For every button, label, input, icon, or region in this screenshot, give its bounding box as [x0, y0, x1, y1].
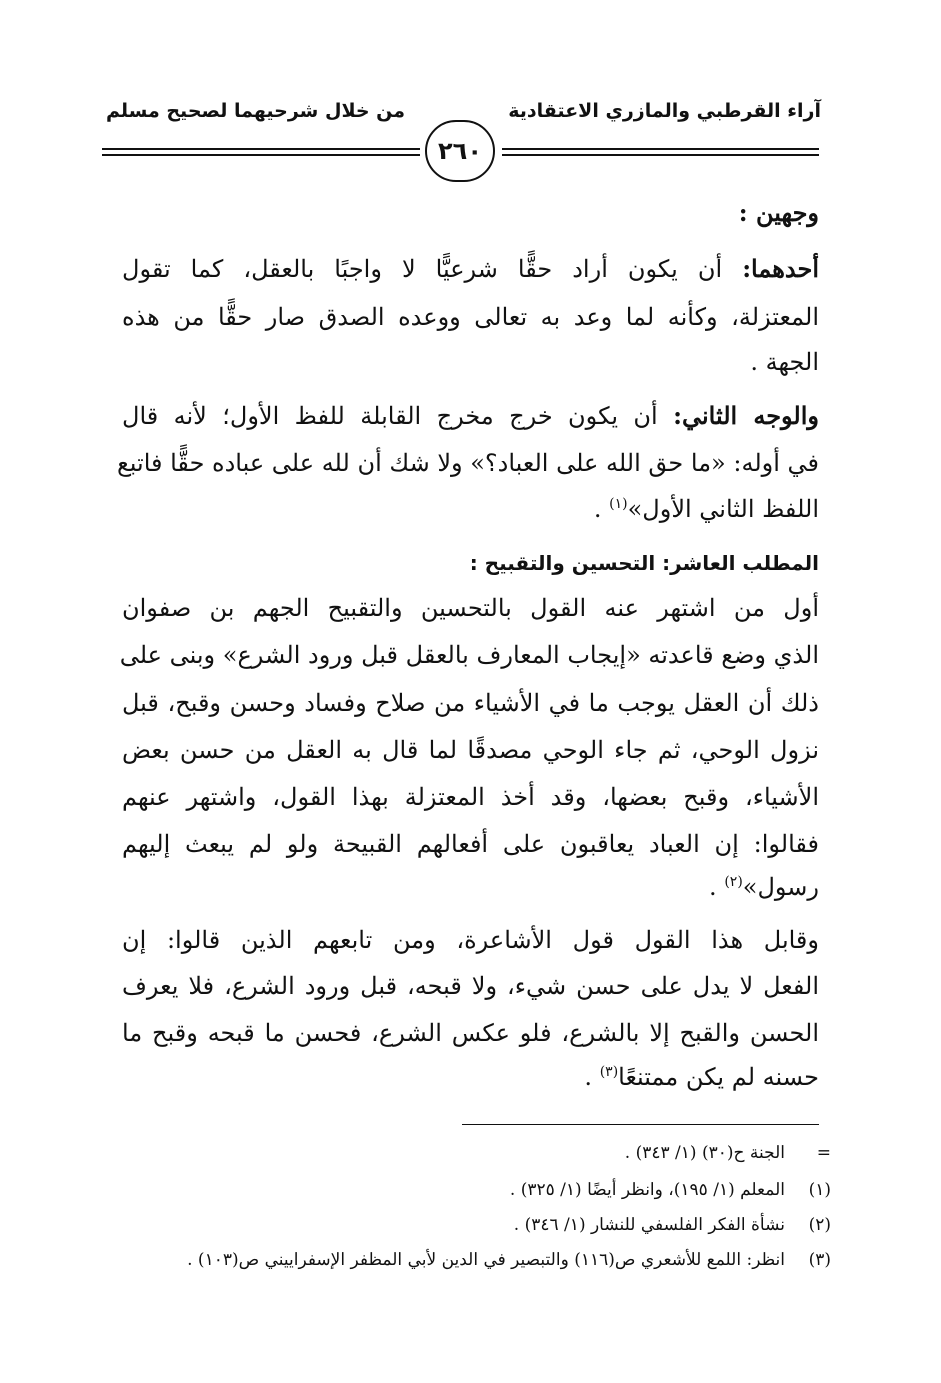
footnote-3 [187, 1250, 831, 1270]
p3-line-4: نزول الوحي، ثم جاء الوحي مصدقًا لما قال به العقل من حسن بعض [122, 736, 819, 764]
p4-line-4-text: حسنه لم يكن ممتنعًا [618, 1063, 819, 1091]
p1-lead: أحدهما: [742, 254, 819, 283]
p4-line-3: الحسن والقبح إلا بالشرع، فلو عكس الشرع، فحسن ما قبحه وقبح ما [122, 1019, 819, 1047]
intro-line: وجهين : [738, 198, 819, 227]
footnote-marker: (١) [808, 1180, 831, 1200]
p3-line-7-end: . [709, 873, 725, 901]
p1-line-1-text: أن يكون أراد حقًّا شرعيًّا لا واجبًا بالعقل، كما تقول [122, 255, 743, 283]
p2-line-1 [122, 397, 819, 435]
footnote-ref-1[interactable]: (١) [609, 496, 628, 512]
footnote-ref-2[interactable]: (٢) [724, 874, 743, 890]
p3-line-6: فقالوا: إن العباد يعاقبون على أفعالهم القبيحة ولو لم يبعث إليهم [122, 830, 819, 858]
p1-line-3: الجهة . [750, 348, 819, 376]
p2-line-3-text: اللفظ الثاني الأول» [627, 495, 819, 523]
footnote-separator [462, 1124, 819, 1125]
p4-line-4-end: . [584, 1063, 600, 1091]
p4-line-1: وقابل هذا القول قول الأشاعرة، ومن تابعهم الذين قالوا: إن [122, 926, 819, 954]
header-rule-right-top [502, 148, 819, 150]
page-number: ٢٦٠ [425, 120, 495, 182]
header-rule-left-top [102, 148, 420, 150]
footnote-ref-3[interactable]: (٣) [599, 1064, 619, 1080]
p3-line-3: ذلك أن العقل يوجب ما في الأشياء من صلاح وفساد وحسن وقبح، قبل [122, 689, 819, 717]
p2-line-3 [122, 490, 819, 528]
p2-line-2: في أوله: «ما حق الله على العباد؟» ولا شك أن لله على عباده حقًّا فاتبع [117, 449, 819, 477]
p4-line-2: الفعل لا يدل على حسن شيء، ولا قبحه، قبل ورود الشرع، فلا يعرف [122, 972, 819, 1000]
footnote-marker: (٣) [808, 1250, 831, 1270]
footnote-text: انظر: اللمع للأشعري ص(١١٦) والتبصير في الدين لأبي المظفر الإسفراييني ص(١٠٣) . [187, 1250, 785, 1270]
p3-line-1: أول من اشتهر عنه القول بالتحسين والتقبيح الجهم بن صفوان [122, 594, 820, 622]
p2-lead: والوجه الثاني: [673, 401, 820, 430]
p3-line-2: الذي وضع قاعدته «إيجاب المعارف بالعقل قبل ورود الشرع» وبنى على [119, 641, 819, 669]
p2-line-1-text: أن يكون خرج مخرج القابلة للفظ الأول؛ لأنه قال [122, 402, 674, 430]
footnote-marker: = [816, 1143, 831, 1163]
p3-line-5: الأشياء، وقبح بعضها، وقد أخذ المعتزلة بهذا القول، واشتهر عنهم [122, 783, 819, 811]
header-rule-left-bottom [102, 154, 420, 156]
p3-line-7 [122, 868, 819, 906]
footnote-text: المعلم (١/ ١٩٥)، وانظر أيضًا (١/ ٣٢٥) . [509, 1180, 785, 1200]
header-rule-right-bottom [502, 154, 819, 156]
p4-line-4 [122, 1058, 819, 1096]
footnote-2 [514, 1215, 831, 1235]
section-heading: المطلب العاشر: التحسين والتقبيح : [469, 551, 819, 575]
footnote-1 [510, 1180, 831, 1200]
footnote-continued [625, 1143, 831, 1163]
footnote-text: الجنة ح(٣٠) (١/ ٣٤٣) . [624, 1143, 785, 1163]
footnote-marker: (٢) [808, 1215, 831, 1235]
p1-line-2: المعتزلة، وكأنه لما وعد به تعالى ووعده الصدق صار حقًّا من هذه [122, 303, 819, 331]
p1-line-1 [122, 250, 819, 288]
running-header-right: آراء القرطبي والمازري الاعتقادية [508, 100, 821, 122]
p2-line-3-end: . [593, 495, 610, 523]
running-header-left: من خلال شرحيهما لصحيح مسلم [106, 100, 406, 122]
footnote-text: نشأة الفكر الفلسفي للنشار (١/ ٣٤٦) . [513, 1215, 785, 1235]
p3-line-7-text: رسول» [742, 873, 819, 901]
